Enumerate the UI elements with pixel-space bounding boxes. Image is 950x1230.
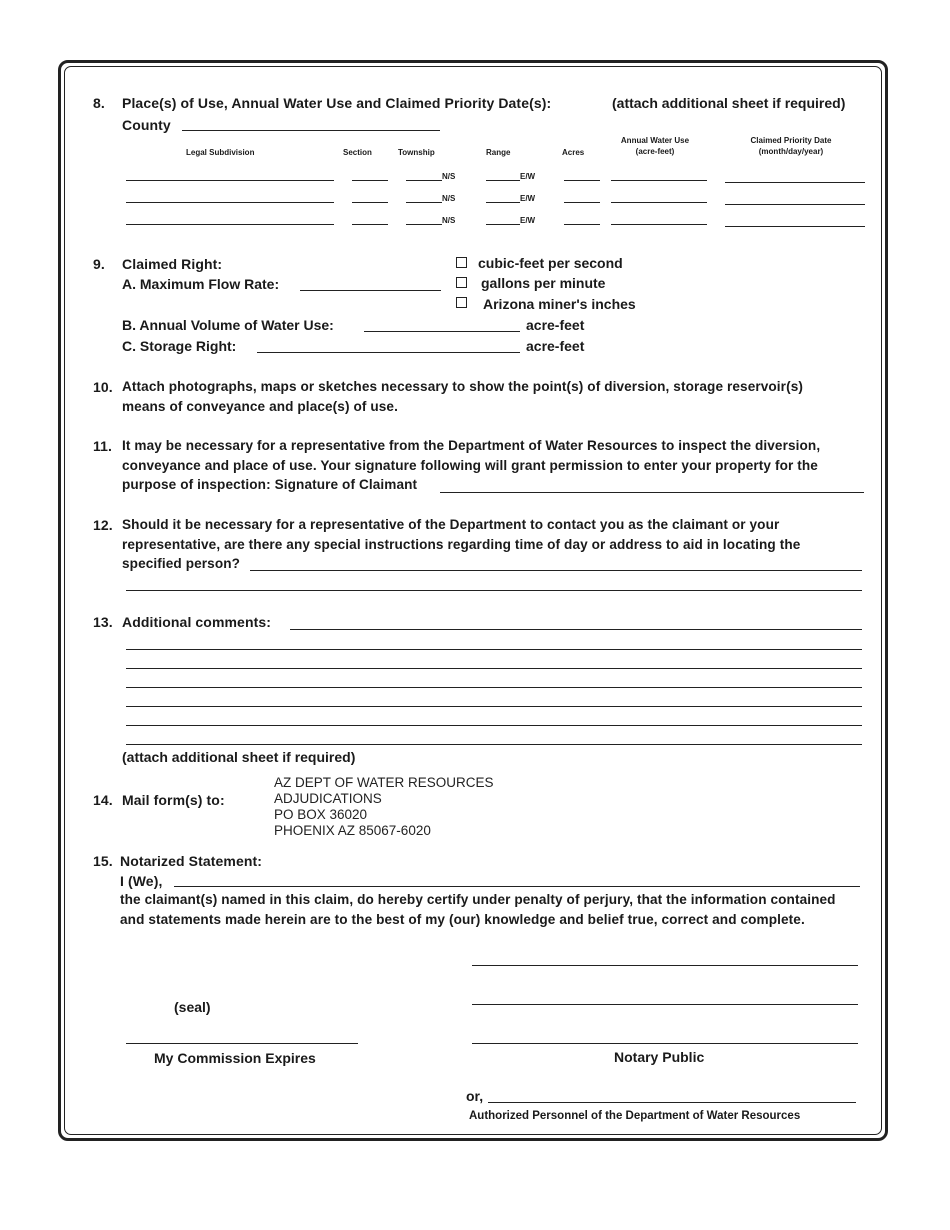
- section-number: 15.: [93, 853, 113, 869]
- gpm-checkbox[interactable]: [456, 277, 467, 288]
- comments-field[interactable]: [126, 687, 862, 688]
- notary-public-label: Notary Public: [614, 1049, 705, 1065]
- section-number: 10.: [93, 379, 113, 395]
- section-title: Additional comments:: [122, 614, 272, 630]
- ns-label: N/S: [442, 172, 456, 181]
- seal-label: (seal): [174, 999, 211, 1015]
- priority-date-field[interactable]: [725, 204, 865, 205]
- cfs-checkbox[interactable]: [456, 257, 467, 268]
- acres-field[interactable]: [564, 180, 600, 181]
- col-township: Township: [398, 148, 435, 157]
- col-annual-water-use: Annual Water Use: [620, 136, 690, 145]
- address-line: ADJUDICATIONS: [274, 791, 382, 806]
- col-legal-subdivision: Legal Subdivision: [186, 148, 255, 157]
- priority-date-field[interactable]: [725, 226, 865, 227]
- max-flow-rate-label: A. Maximum Flow Rate:: [122, 276, 280, 292]
- section-text: means of conveyance and place(s) of use.: [122, 399, 398, 414]
- acres-field[interactable]: [564, 224, 600, 225]
- section-number: 8.: [93, 95, 105, 111]
- col-section: Section: [343, 148, 372, 157]
- col-annual-water-use-unit: (acre-feet): [635, 147, 675, 156]
- ns-label: N/S: [442, 194, 456, 203]
- special-instructions-field[interactable]: [126, 590, 862, 591]
- county-label: County: [122, 117, 171, 133]
- comments-field[interactable]: [126, 649, 862, 650]
- max-flow-rate-field[interactable]: [300, 290, 441, 291]
- acres-field[interactable]: [564, 202, 600, 203]
- comments-field[interactable]: [126, 725, 862, 726]
- section-text: Attach photographs, maps or sketches necessary to show the point(s) of diversion, storage reservoir(s): [122, 379, 803, 394]
- col-claimed-priority-date: Claimed Priority Date: [750, 136, 832, 145]
- legal-subdivision-field[interactable]: [126, 180, 334, 181]
- i-we-label: I (We),: [120, 873, 163, 889]
- section-title: Mail form(s) to:: [122, 792, 225, 808]
- priority-date-field[interactable]: [725, 182, 865, 183]
- miners-inches-label: Arizona miner's inches: [483, 296, 636, 312]
- range-field[interactable]: [486, 180, 520, 181]
- address-line: PHOENIX AZ 85067-6020: [274, 823, 431, 838]
- section-number: 9.: [93, 256, 105, 272]
- statement-text: and statements made herein are to the best of my (our) knowledge and belief true, correct and complete.: [120, 912, 805, 927]
- county-field[interactable]: [182, 130, 440, 131]
- section-text: It may be necessary for a representative from the Department of Water Resources to inspect the diversion,: [122, 438, 821, 453]
- ew-label: E/W: [520, 194, 536, 203]
- comments-field[interactable]: [126, 744, 862, 745]
- township-field[interactable]: [406, 202, 442, 203]
- township-field[interactable]: [406, 224, 442, 225]
- commission-expires-field[interactable]: [126, 1043, 358, 1044]
- col-range: Range: [486, 148, 511, 157]
- section-text: Should it be necessary for a representative of the Department to contact you as the claimant or your: [122, 517, 780, 532]
- claimant-name-field[interactable]: [174, 886, 860, 887]
- storage-right-label: C. Storage Right:: [122, 338, 237, 354]
- cfs-label: cubic-feet per second: [478, 255, 623, 271]
- storage-right-field[interactable]: [257, 352, 520, 353]
- col-claimed-priority-date-format: (month/day/year): [758, 147, 824, 156]
- notary-signature-field[interactable]: [472, 1043, 858, 1044]
- authorized-personnel-label: Authorized Personnel of the Department of Water Resources: [469, 1110, 801, 1122]
- annual-water-use-field[interactable]: [611, 180, 707, 181]
- section-text: conveyance and place of use. Your signature following will grant permission to enter your property for the: [122, 458, 818, 473]
- storage-right-unit: acre-feet: [526, 338, 585, 354]
- section-number: 13.: [93, 614, 113, 630]
- comments-field[interactable]: [290, 629, 862, 630]
- annual-volume-field[interactable]: [364, 331, 520, 332]
- section-title: Claimed Right:: [122, 256, 223, 272]
- comments-field[interactable]: [126, 706, 862, 707]
- commission-expires-label: My Commission Expires: [154, 1050, 316, 1066]
- section-text: specified person?: [122, 556, 241, 571]
- section-field[interactable]: [352, 202, 388, 203]
- miners-inches-checkbox[interactable]: [456, 297, 467, 308]
- section-note: (attach additional sheet if required): [122, 749, 356, 765]
- annual-volume-label: B. Annual Volume of Water Use:: [122, 317, 334, 333]
- annual-volume-unit: acre-feet: [526, 317, 585, 333]
- ns-label: N/S: [442, 216, 456, 225]
- range-field[interactable]: [486, 224, 520, 225]
- legal-subdivision-field[interactable]: [126, 202, 334, 203]
- annual-water-use-field[interactable]: [611, 224, 707, 225]
- or-label: or,: [466, 1088, 484, 1104]
- section-number: 12.: [93, 517, 113, 533]
- section-field[interactable]: [352, 224, 388, 225]
- signature-field[interactable]: [472, 965, 858, 966]
- signature-label: purpose of inspection: Signature of Claimant: [122, 477, 418, 492]
- section-number: 14.: [93, 792, 113, 808]
- legal-subdivision-field[interactable]: [126, 224, 334, 225]
- comments-field[interactable]: [126, 668, 862, 669]
- annual-water-use-field[interactable]: [611, 202, 707, 203]
- address-line: PO BOX 36020: [274, 807, 368, 822]
- range-field[interactable]: [486, 202, 520, 203]
- ew-label: E/W: [520, 216, 536, 225]
- col-acres: Acres: [562, 148, 585, 157]
- section-title: Notarized Statement:: [120, 853, 263, 869]
- section-number: 11.: [93, 438, 112, 454]
- section-title: Place(s) of Use, Annual Water Use and Claimed Priority Date(s):: [122, 95, 552, 111]
- section-field[interactable]: [352, 180, 388, 181]
- statement-text: the claimant(s) named in this claim, do hereby certify under penalty of perjury, that the information contained: [120, 892, 836, 907]
- address-line: AZ DEPT OF WATER RESOURCES: [274, 775, 494, 790]
- section-note: (attach additional sheet if required): [612, 95, 846, 111]
- claimant-signature-field[interactable]: [440, 492, 864, 493]
- mailing-address: [274, 775, 494, 839]
- signature-field[interactable]: [472, 1004, 858, 1005]
- special-instructions-field[interactable]: [250, 570, 862, 571]
- gpm-label: gallons per minute: [481, 275, 606, 291]
- section-text: representative, are there any special instructions regarding time of day or address to aid in locating the: [122, 537, 801, 552]
- ew-label: E/W: [520, 172, 536, 181]
- authorized-signature-field[interactable]: [488, 1102, 856, 1103]
- township-field[interactable]: [406, 180, 442, 181]
